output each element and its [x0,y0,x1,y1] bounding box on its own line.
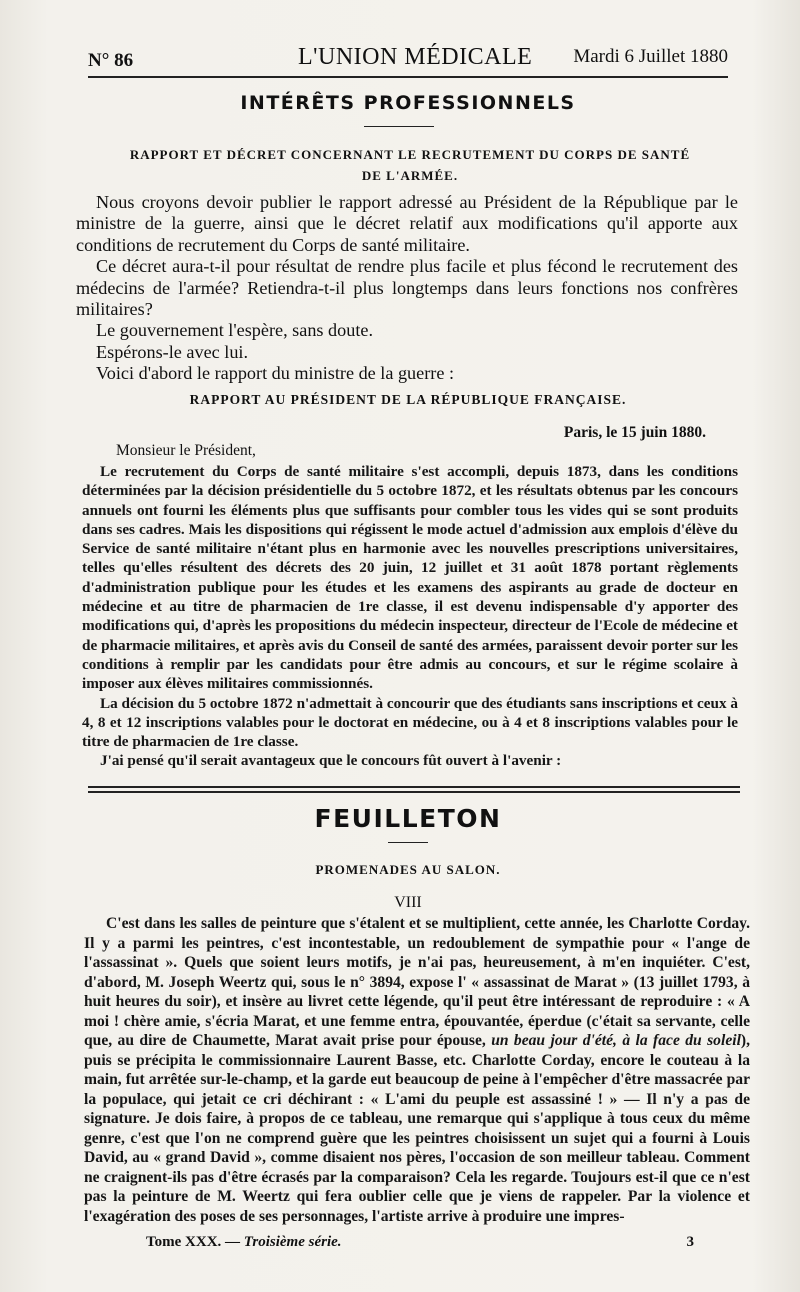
footer-series: Troisième série. [243,1234,342,1250]
chapter-number: VIII [394,894,422,911]
feuilleton-title: FEUILLETON [314,804,502,833]
report-text [82,462,738,771]
report-paragraph: Le recrutement du Corps de santé militaire s'est accompli, depuis 1873, dans les conditions déterminées par la décision présidentielle du 5 octobre 1872, et les résultats obtenus par les concours annuels ont fourni les éléments plus que suffisants pour combler tous les vides qui se sont produits dans ses cadres. Mais les dispositions qui régissent le mode actuel d'admission aux emplois d'élève du Service de santé militaire n'étant plus en harmonie avec les nouvelles prescriptions universitaires, telles qu'elles résultent des décrets des 20 juin, 12 juillet et 31 août 1878 portant règlements d'administration publique pour les études et les examens des aspirants au grade de docteur en médecine et au titre de pharmacien de 1re classe, il est devenu indispensable d'y apporter des modifications qui, d'après les propositions du médecin inspecteur, directeur de l'Ecole de médecine et de pharmacie militaires, et après avis du Conseil de santé des armées, paraissent devoir porter sur les conditions à remplir par les candidats pour être admis au concours, et sur le régime scolaire à imposer aux élèves militaires commissionnés. [82,463,738,693]
intro-text [76,192,738,385]
footer-tome: Tome XXX. — [146,1234,244,1250]
report-paragraph: La décision du 5 octobre 1872 n'admettait à concourir que des étudiants sans inscriptions et ceux à 4, 8 et 12 inscriptions valables pour le doctorat en médecine, ou à 4 et 8 inscriptions valables pour le titre de pharmacien de 1re classe. [82,694,738,751]
footer-volume [146,1234,342,1251]
section-title: INTÉRÊTS PROFESSIONNELS [240,92,576,114]
page-header [88,44,728,74]
footer-page-number: 3 [686,1234,694,1250]
journal-title: L'UNION MÉDICALE [298,44,533,70]
intro-paragraph: Espérons-le avec lui. [96,341,249,362]
feuilleton-divider [88,786,740,793]
title-divider [364,126,434,127]
report-paragraph: J'ai pensé qu'il serait avantageux que le concours fût ouvert à l'avenir : [100,752,562,770]
subtitle-line: RAPPORT ET DÉCRET CONCERNANT LE RECRUTEMENT DU CORPS DE SANTÉ [129,147,691,162]
article-subtitle [100,144,720,186]
header-divider [88,76,728,78]
report-title: RAPPORT AU PRÉSIDENT DE LA RÉPUBLIQUE FRANÇAISE. [189,392,627,407]
intro-paragraph: Ce décret aura-t-il pour résultat de rendre plus facile et plus fécond le recrutement des médecins de l'armée? Retiendra-t-il plus longtemps dans leurs fonctions nos confrères militaires? [76,256,738,320]
feuilleton-text [84,914,750,1226]
page-footer [146,1234,694,1256]
feuilleton-paragraph [84,914,750,1226]
intro-paragraph: Nous croyons devoir publier le rapport adressé au Président de la République par le ministre de la guerre, ainsi que le décret relatif aux modifications qu'il apporte aux conditions de recrutement du Corps de santé militaire. [76,192,738,255]
report-place-date: Paris, le 15 juin 1880. [563,424,706,441]
subtitle-line: DE L'ARMÉE. [361,168,459,183]
issue-date: Mardi 6 Juillet 1880 [573,46,728,67]
feuilleton-italic-quote: un beau jour d'été, à la face du soleil [491,1032,741,1049]
intro-paragraph: Voici d'abord le rapport du ministre de la guerre : [96,363,454,384]
report-salutation: Monsieur le Président, [116,442,256,459]
intro-paragraph: Le gouvernement l'espère, sans doute. [96,320,374,341]
feuilleton-subtitle: PROMENADES AU SALON. [315,862,501,877]
feuilleton-title-divider [388,842,428,843]
issue-number: N° 86 [88,50,134,71]
feuilleton-text-part: C'est dans les salles de peinture que s'étalent et se multiplient, cette année, les Charlotte Corday. Il y a parmi les peintres, c'est incontestable, un redoublement de sympathie pour « l'ange de l'assassinat ». Quels que soient leurs motifs, je n'ai pas, heureusement, à m'en inquiéter. C'est, d'abord, M. Joseph Weertz qui, sous le n° 3894, expose l' « assassinat de Marat » (13 juillet 1793, à huit heures du soir), et insère au livret cette légende, qu'il peut être intéressant de reproduire : « A moi ! chère amie, s'écria Marat, et une femme entra, épouvantée, éperdue (c'était sa servante, celle que, au dire de Chaumette, Marat avait prise pour épouse, [84,915,750,1049]
feuilleton-text-part: ), puis se précipita le commissionnaire Laurent Basse, etc. Charlotte Corday, encore le couteau à la main, fut arrêtée sur-le-champ, et la garde eut beaucoup de peine à l'empêcher d'être massacrée par la populace, qui jetait ce cri déchirant : « L'ami du peuple est assassiné ! » — Il n'y a pas de signature. Je dois faire, à propos de ce tableau, une remarque qui s'applique à tous ceux du même genre, c'est que l'on ne comprend guère que les peintres choisissent un sujet qui a fourni à Louis David, au « grand David », comme disaient nos pères, l'occasion de son meilleur tableau. Comment ne craignent-ils pas d'être écrasés par la comparaison? Cela les regarde. Toujours est-il que ce n'est pas la peinture de M. Weertz qui fera oublier celle que je viens de rappeler. Par la violence et l'exagération des poses de ses personnages, l'artiste arrive à produire une impres- [84,1032,750,1225]
